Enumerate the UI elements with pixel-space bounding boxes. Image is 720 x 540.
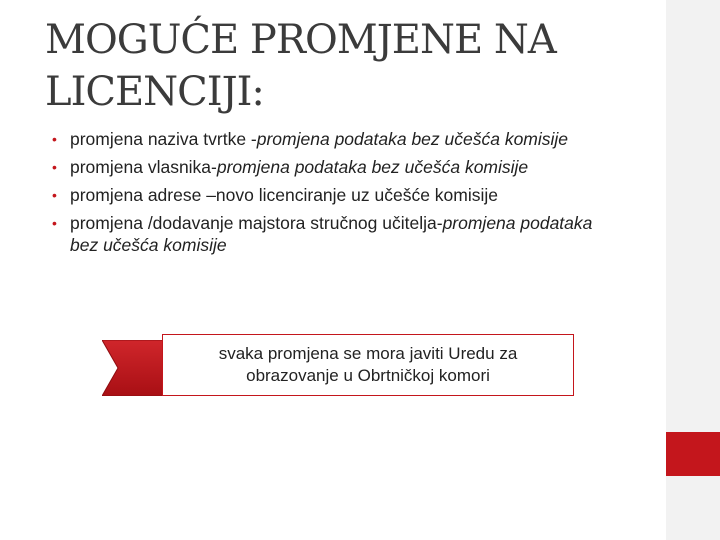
bullet-dot-icon: • <box>52 187 57 203</box>
bullet-text: promjena vlasnika- <box>70 157 217 177</box>
bullet-text: promjena naziva tvrtke - <box>70 129 257 149</box>
list-item <box>52 156 622 178</box>
callout-box <box>162 334 574 396</box>
bullet-text: promjena adrese –novo licenciranje uz učešće komisije <box>70 185 498 205</box>
bullet-dot-icon: • <box>52 159 57 175</box>
list-item <box>52 212 622 256</box>
callout-text: svaka promjena se mora javiti Uredu za obrazovanje u Obrtničkoj komori <box>218 344 518 385</box>
list-item <box>52 184 622 206</box>
bullet-dot-icon: • <box>52 131 57 147</box>
list-item <box>52 128 622 150</box>
bullet-text-italic: promjena podataka bez učešća komisije <box>70 213 593 255</box>
bullet-dot-icon: • <box>52 215 57 231</box>
slide-title: MOGUĆE PROMJENE NA LICENCIJI: <box>45 17 556 115</box>
side-accent-block <box>666 432 720 476</box>
bullet-text-italic: promjena podataka bez učešća komisije <box>216 157 529 177</box>
bullet-text: promjena /dodavanje majstora stručnog učitelja- <box>70 213 443 233</box>
bullet-text-italic: promjena podataka bez učešća komisije <box>256 129 569 149</box>
bullet-list <box>52 128 622 262</box>
